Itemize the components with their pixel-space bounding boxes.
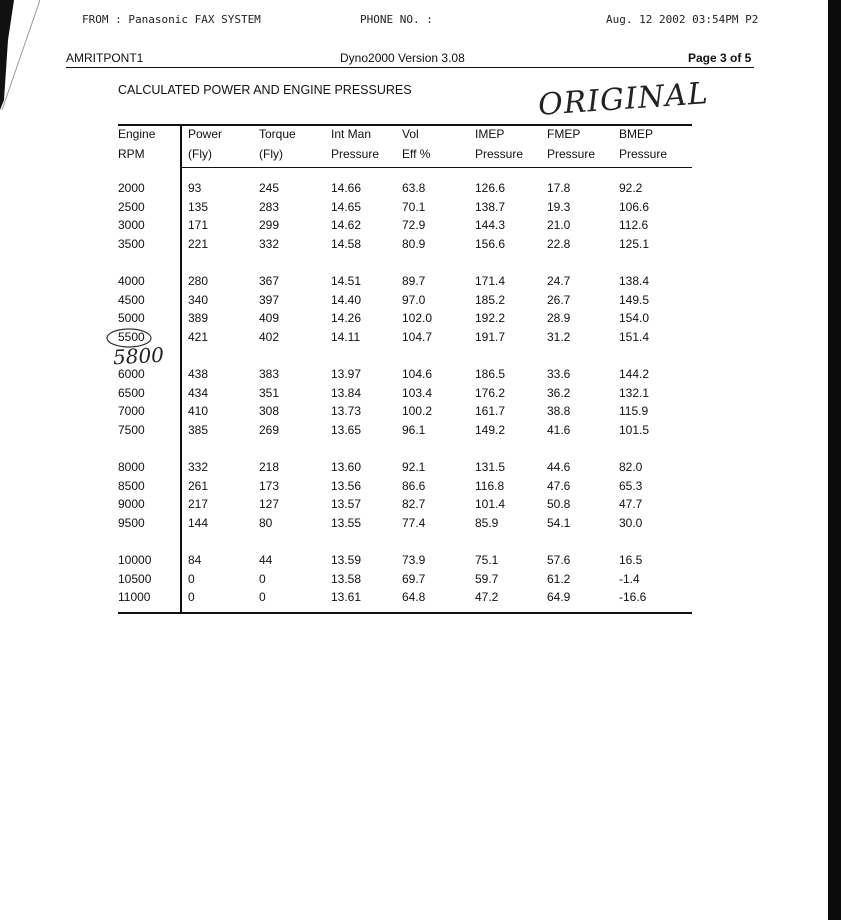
- table-cell: 93: [188, 181, 202, 195]
- table-cell: 138.7: [475, 199, 506, 214]
- table-cell: 104.7: [402, 329, 433, 344]
- table-cell: 92.2: [619, 181, 643, 195]
- table-cell: 14.40: [331, 292, 362, 307]
- table-cell: 65.3: [619, 478, 643, 493]
- table-cell: 101.4: [475, 497, 506, 512]
- table-cell: 54.1: [547, 515, 571, 530]
- table-cell: 72.9: [402, 218, 426, 233]
- table-cell: 47.7: [619, 497, 643, 512]
- table-row: [0, 271, 650, 291]
- table-cell: 138.4: [619, 274, 650, 288]
- table-cell: 82.0: [619, 460, 643, 474]
- table-cell: 367: [259, 274, 280, 288]
- table-cell: 4500: [118, 292, 145, 307]
- table-cell: 171: [188, 218, 209, 233]
- page-title: CALCULATED POWER AND ENGINE PRESSURES: [118, 83, 412, 97]
- table-cell: 64.8: [402, 590, 426, 605]
- table-cell: 434: [188, 385, 209, 400]
- table-cell: 144.2: [619, 367, 650, 381]
- table-cell: 44.6: [547, 460, 571, 474]
- table-cell: -1.4: [619, 571, 640, 586]
- table-cell: 438: [188, 367, 209, 381]
- table-cell: 77.4: [402, 515, 426, 530]
- table-cell: 13.73: [331, 404, 362, 419]
- table-cell: 154.0: [619, 311, 650, 326]
- table-cell: 385: [188, 422, 209, 437]
- column-header-6-line2: Pressure: [547, 147, 596, 161]
- table-cell: 131.5: [475, 460, 506, 474]
- header-rule: [66, 67, 754, 68]
- fax-date: Aug. 12 2002 03:54PM P2: [606, 13, 759, 26]
- table-cell: 92.1: [402, 460, 426, 474]
- table-cell: 70.1: [402, 199, 426, 214]
- table-cell: 36.2: [547, 385, 571, 400]
- table-cell: 410: [188, 404, 209, 419]
- table-cell: 13.84: [331, 385, 362, 400]
- table-cell: 186.5: [475, 367, 506, 381]
- table-cell: 33.6: [547, 367, 571, 381]
- table-cell: 0: [259, 571, 266, 586]
- table-cell: 14.11: [331, 329, 361, 344]
- table-cell: 6000: [118, 367, 145, 381]
- table-cell: 19.3: [547, 199, 571, 214]
- table-cell: 126.6: [475, 181, 506, 195]
- table-cell: 57.6: [547, 553, 571, 567]
- table-cell: 13.57: [331, 497, 362, 512]
- fax-phone: PHONE NO. :: [360, 13, 433, 26]
- table-cell: 16.5: [619, 553, 643, 567]
- table-cell: 59.7: [475, 571, 499, 586]
- table-row: [0, 178, 643, 198]
- table-cell: 84: [188, 553, 202, 567]
- table-cell: 80.9: [402, 236, 426, 251]
- table-cell: 10500: [118, 571, 152, 586]
- table-cell: 156.6: [475, 236, 506, 251]
- table-cell: 144.3: [475, 218, 506, 233]
- column-header-1-line2: (Fly): [188, 147, 212, 161]
- table-cell: 269: [259, 422, 280, 437]
- table-cell: 0: [188, 571, 195, 586]
- table-cell: 332: [188, 460, 209, 474]
- table-cell: 69.7: [402, 571, 426, 586]
- header-center: Dyno2000 Version 3.08: [340, 51, 465, 65]
- table-cell: 14.62: [331, 218, 362, 233]
- table-cell: 7000: [118, 404, 145, 419]
- table-cell: 191.7: [475, 329, 506, 344]
- column-header-2-line1: Torque: [259, 127, 296, 141]
- table-cell: 5500: [118, 329, 145, 344]
- table-cell: 112.6: [619, 218, 649, 233]
- table-cell: 26.7: [547, 292, 571, 307]
- table-cell: 102.0: [402, 311, 433, 326]
- table-row: [0, 476, 643, 496]
- table-cell: 31.2: [547, 329, 571, 344]
- table-cell: 308: [259, 404, 280, 419]
- fax-from: FROM : Panasonic FAX SYSTEM: [82, 13, 261, 26]
- table-row: [0, 308, 650, 328]
- table-cell: 283: [259, 199, 280, 214]
- table-cell: 149.5: [619, 292, 650, 307]
- table-cell: 10000: [118, 553, 152, 567]
- table-row: [0, 215, 649, 235]
- table-row: [0, 383, 650, 403]
- table-cell: 14.66: [331, 181, 362, 195]
- table-cell: 217: [188, 497, 209, 512]
- table-bottom-rule: [118, 612, 692, 614]
- table-cell: 3000: [118, 218, 145, 233]
- header-left: AMRITPONT1: [66, 51, 144, 65]
- table-cell: 73.9: [402, 553, 426, 567]
- table-cell: 218: [259, 460, 280, 474]
- column-header-6-line1: FMEP: [547, 127, 581, 141]
- handwritten-original: ORIGINAL: [536, 76, 710, 123]
- table-cell: 100.2: [402, 404, 433, 419]
- table-cell: 13.59: [331, 553, 362, 567]
- table-cell: 151.4: [619, 329, 650, 344]
- column-header-4-line2: Eff %: [402, 147, 431, 161]
- table-cell: 63.8: [402, 181, 426, 195]
- table-cell: 24.7: [547, 274, 571, 288]
- table-cell: 28.9: [547, 311, 571, 326]
- table-cell: 97.0: [402, 292, 426, 307]
- table-cell: 0: [259, 590, 266, 605]
- table-cell: 104.6: [402, 367, 433, 381]
- table-cell: -16.6: [619, 590, 647, 605]
- table-cell: 2000: [118, 181, 145, 195]
- table-row: [0, 401, 649, 421]
- table-cell: 47.2: [475, 590, 499, 605]
- table-cell: 389: [188, 311, 209, 326]
- table-cell: 280: [188, 274, 209, 288]
- column-header-2-line2: (Fly): [259, 147, 283, 161]
- table-cell: 245: [259, 181, 280, 195]
- table-cell: 397: [259, 292, 280, 307]
- table-cell: 383: [259, 367, 280, 381]
- table-cell: 4000: [118, 274, 145, 288]
- table-cell: 86.6: [402, 478, 426, 493]
- table-row: [0, 364, 650, 384]
- table-cell: 13.55: [331, 515, 362, 530]
- scan-edge-shadow: [828, 0, 841, 920]
- table-cell: 421: [188, 329, 209, 344]
- table-cell: 149.2: [475, 422, 506, 437]
- table-cell: 14.58: [331, 236, 362, 251]
- table-cell: 115.9: [619, 404, 649, 419]
- table-cell: 185.2: [475, 292, 506, 307]
- table-row: [0, 550, 643, 570]
- table-cell: 50.8: [547, 497, 571, 512]
- column-header-0-line1: Engine: [118, 127, 156, 141]
- table-cell: 332: [259, 236, 280, 251]
- table-cell: 75.1: [475, 553, 499, 567]
- table-cell: 41.6: [547, 422, 571, 437]
- table-cell: 96.1: [402, 422, 426, 437]
- table-cell: 409: [259, 311, 280, 326]
- table-cell: 0: [188, 590, 195, 605]
- column-header-7-line1: BMEP: [619, 127, 654, 141]
- table-cell: 176.2: [475, 385, 506, 400]
- table-cell: 7500: [118, 422, 145, 437]
- table-cell: 89.7: [402, 274, 426, 288]
- table-header-rule: [180, 167, 692, 168]
- header-page: Page 3 of 5: [688, 51, 752, 65]
- table-cell: 11000: [118, 590, 151, 605]
- table-cell: 85.9: [475, 515, 499, 530]
- table-cell: 221: [188, 236, 209, 251]
- table-cell: 132.1: [619, 385, 650, 400]
- table-row: [0, 327, 650, 347]
- table-cell: 13.56: [331, 478, 362, 493]
- table-cell: 103.4: [402, 385, 433, 400]
- table-cell: 44: [259, 553, 273, 567]
- column-header-5-line2: Pressure: [475, 147, 524, 161]
- table-cell: 101.5: [619, 422, 650, 437]
- table-cell: 3500: [118, 236, 145, 251]
- table-cell: 127: [259, 497, 280, 512]
- column-header-0-line2: RPM: [118, 147, 145, 161]
- table-cell: 6500: [118, 385, 145, 400]
- table-cell: 106.6: [619, 199, 650, 214]
- table-cell: 14.51: [331, 274, 362, 288]
- table-cell: 116.8: [475, 478, 505, 493]
- table-row: [0, 234, 650, 254]
- table-cell: 9000: [118, 497, 145, 512]
- column-header-3-line1: Int Man: [331, 127, 372, 141]
- column-header-5-line1: IMEP: [475, 127, 505, 141]
- column-header-7-line2: Pressure: [619, 147, 668, 161]
- table-cell: 8000: [118, 460, 145, 474]
- table-cell: 47.6: [547, 478, 571, 493]
- column-header-3-line2: Pressure: [331, 147, 380, 161]
- table-cell: 13.97: [331, 367, 362, 381]
- table-cell: 5000: [118, 311, 145, 326]
- table-row: [0, 513, 643, 533]
- table-cell: 9500: [118, 515, 145, 530]
- table-row: [0, 587, 647, 607]
- table-cell: 171.4: [475, 274, 506, 288]
- column-header-1-line1: Power: [188, 127, 223, 141]
- table-cell: 8500: [118, 478, 145, 493]
- table-cell: 13.65: [331, 422, 362, 437]
- table-cell: 13.58: [331, 571, 362, 586]
- table-row: [0, 494, 643, 514]
- scan-corner-mark: [0, 0, 40, 110]
- table-cell: 61.2: [547, 571, 571, 586]
- table-cell: 14.26: [331, 311, 362, 326]
- table-cell: 30.0: [619, 515, 643, 530]
- table-row: [0, 290, 650, 310]
- table-row: [0, 457, 643, 477]
- table-cell: 173: [259, 478, 280, 493]
- table-cell: 80: [259, 515, 273, 530]
- table-cell: 192.2: [475, 311, 506, 326]
- table-cell: 22.8: [547, 236, 571, 251]
- table-cell: 17.8: [547, 181, 571, 195]
- table-cell: 135: [188, 199, 209, 214]
- table-cell: 402: [259, 329, 280, 344]
- table-row: [0, 569, 640, 589]
- handwritten-rpm-note: 5800: [112, 342, 165, 370]
- table-cell: 351: [259, 385, 280, 400]
- table-row: [0, 197, 650, 217]
- table-cell: 161.7: [475, 404, 506, 419]
- table-row: [0, 420, 650, 440]
- table-cell: 13.60: [331, 460, 362, 474]
- table-cell: 144: [188, 515, 209, 530]
- table-cell: 64.9: [547, 590, 571, 605]
- table-cell: 261: [188, 478, 209, 493]
- table-cell: 125.1: [619, 236, 650, 251]
- table-cell: 299: [259, 218, 280, 233]
- table-cell: 2500: [118, 199, 145, 214]
- table-cell: 38.8: [547, 404, 571, 419]
- table-cell: 82.7: [402, 497, 426, 512]
- column-header-4-line1: Vol: [402, 127, 419, 141]
- table-cell: 13.61: [331, 590, 362, 605]
- table-cell: 340: [188, 292, 209, 307]
- table-cell: 14.65: [331, 199, 362, 214]
- table-cell: 21.0: [547, 218, 571, 233]
